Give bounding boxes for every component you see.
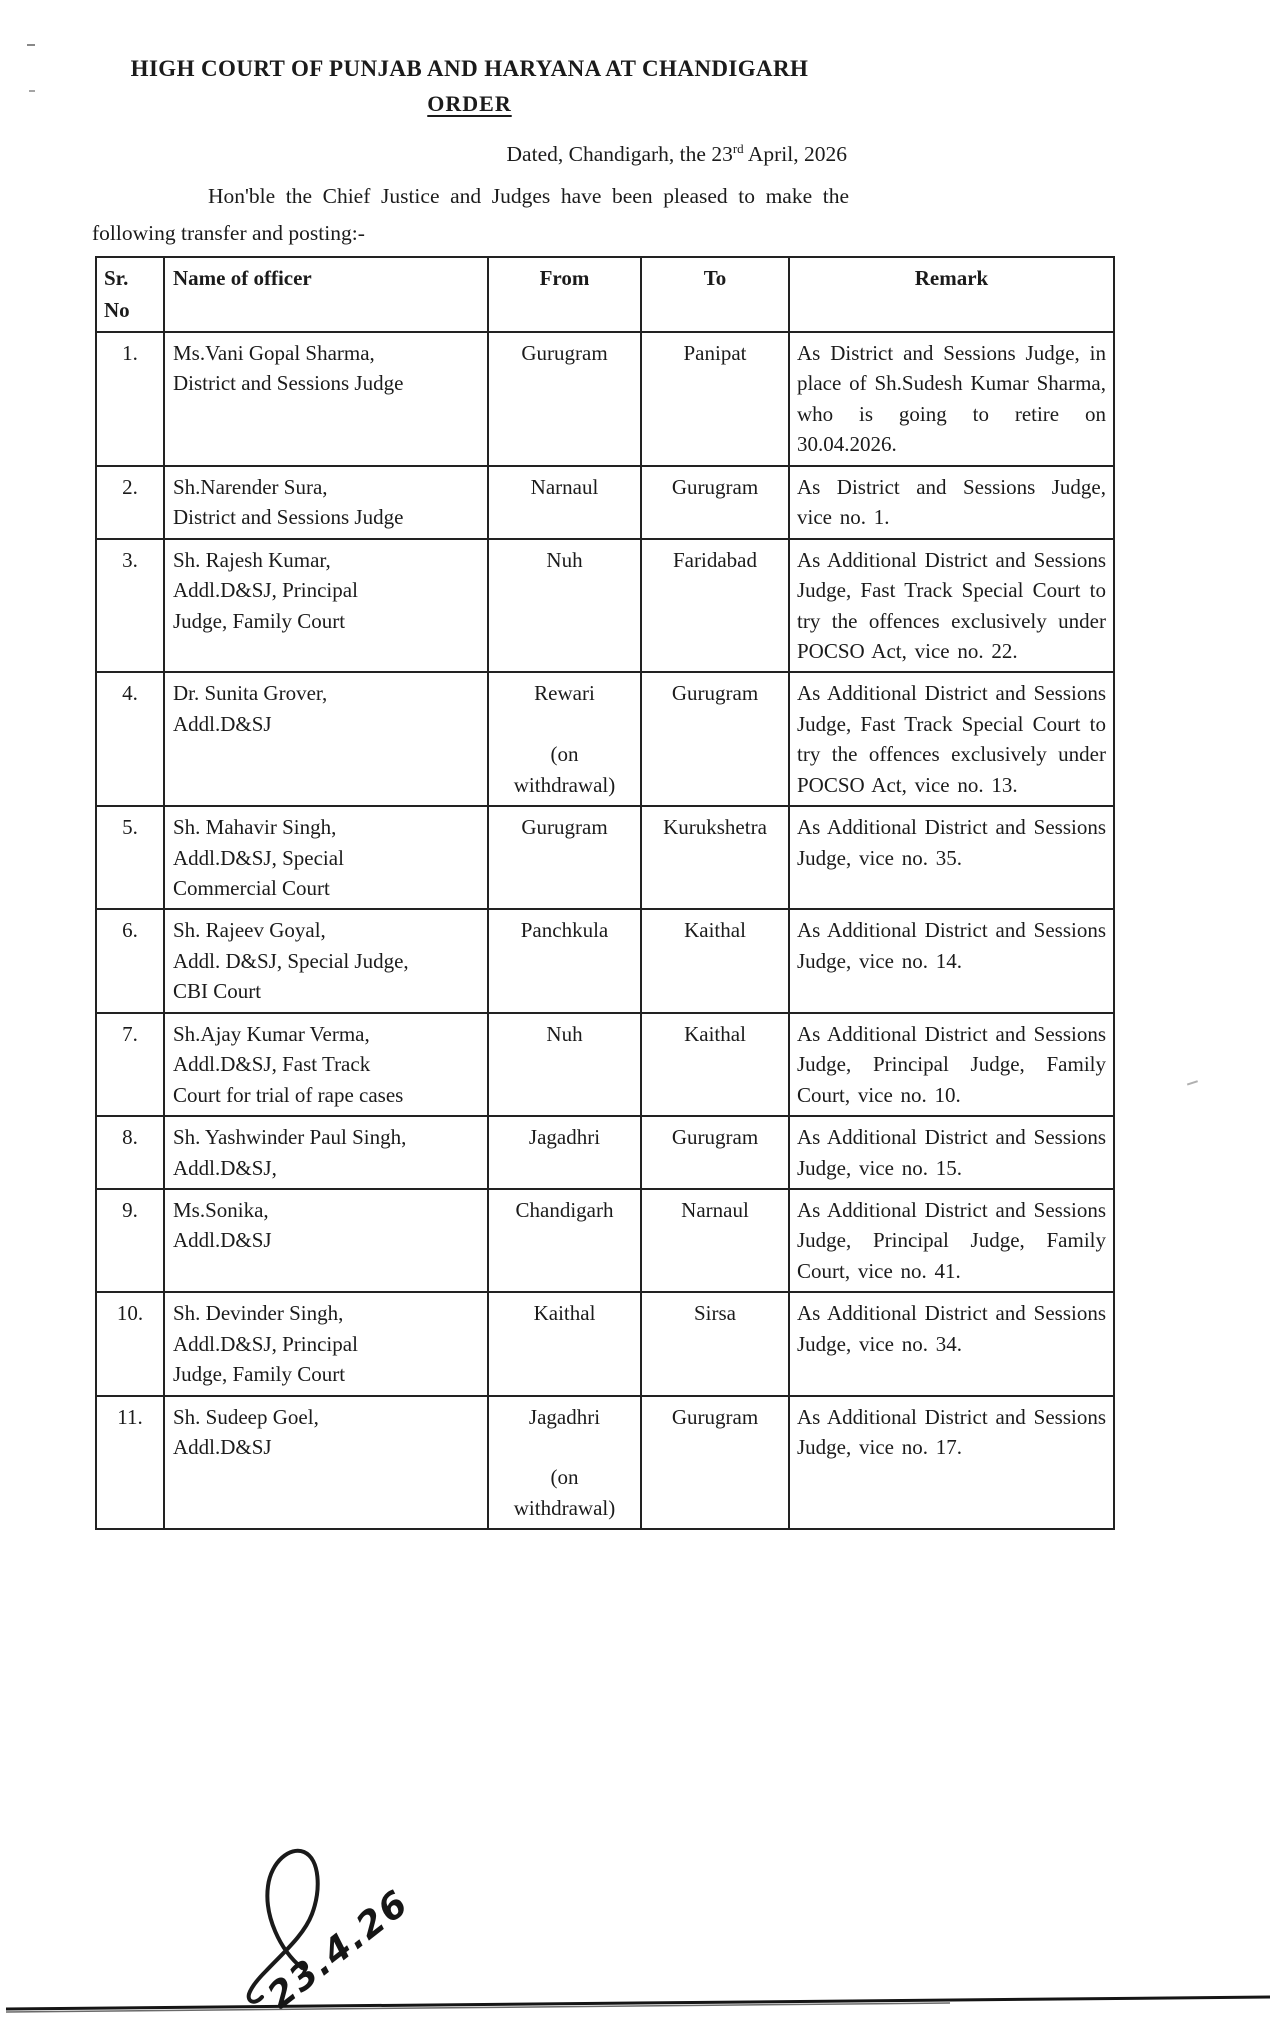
sr-no-cell: 6.	[96, 909, 164, 1012]
header-to: To	[641, 257, 789, 332]
remark-cell: As Additional District and Sessions Judge, Fast Track Special Court to try the offences exclusively under POCSO Act, vice no. 22.	[789, 539, 1114, 673]
from-line: Gurugram	[521, 341, 608, 365]
officer-name-line: Addl.D&SJ, Principal	[173, 1331, 358, 1356]
table-row	[96, 1292, 1114, 1395]
sr-no-cell: 10.	[96, 1292, 164, 1395]
date-line	[92, 141, 847, 167]
table-header-row	[96, 257, 1114, 332]
officer-name-line: Sh.Narender Sura,	[173, 474, 328, 499]
date-suffix: April, 2026	[743, 142, 847, 167]
sr-no-cell: 1.	[96, 332, 164, 466]
to-cell: Panipat	[641, 332, 789, 466]
officer-name-cell	[164, 806, 488, 909]
officer-name-line: CBI Court	[173, 979, 262, 1004]
officer-name-line: Sh. Devinder Singh,	[173, 1301, 344, 1326]
intro-paragraph	[92, 178, 849, 252]
to-cell: Gurugram	[641, 1396, 789, 1530]
officer-name-line: Ms.Vani Gopal Sharma,	[173, 341, 375, 365]
officer-name-cell	[164, 672, 488, 806]
document-title: HIGH COURT OF PUNJAB AND HARYANA AT CHANDIGARH	[130, 56, 809, 81]
date-ordinal: rd	[732, 141, 744, 156]
sr-no-cell: 3.	[96, 539, 164, 673]
from-cell	[488, 1292, 641, 1395]
from-line	[497, 709, 632, 739]
scan-artifact-line	[0, 1985, 1275, 2023]
officer-name-line: Addl.D&SJ,	[173, 1155, 277, 1180]
sr-no-cell: 11.	[96, 1396, 164, 1530]
from-line: Kaithal	[533, 1301, 596, 1326]
officer-name-line: Sh.Ajay Kumar Verma,	[173, 1021, 370, 1046]
date-prefix: Dated, Chandigarh, the 23	[506, 142, 733, 167]
from-cell	[488, 806, 641, 909]
from-cell	[488, 909, 641, 1012]
sr-no-cell: 7.	[96, 1013, 164, 1116]
header-name-of-officer: Name of officer	[164, 257, 488, 332]
table-row	[96, 909, 1114, 1012]
officer-name-line: Sh. Rajesh Kumar,	[173, 547, 331, 572]
order-heading	[92, 91, 847, 117]
officer-name-line: District and Sessions Judge	[173, 505, 404, 530]
from-cell	[488, 466, 641, 539]
officer-name-line: Addl.D&SJ	[173, 711, 272, 736]
sr-no-cell: 4.	[96, 672, 164, 806]
from-line: Jagadhri	[528, 1404, 601, 1429]
from-cell	[488, 1116, 641, 1189]
officer-name-line: Judge, Family Court	[173, 608, 346, 633]
from-line: Nuh	[546, 547, 583, 572]
to-cell: Gurugram	[641, 466, 789, 539]
from-line: Nuh	[546, 1021, 583, 1046]
remark-cell: As Additional District and Sessions Judge, vice no. 35.	[789, 806, 1114, 909]
officer-name-line: Judge, Family Court	[173, 1362, 346, 1387]
header-remark: Remark	[789, 257, 1114, 332]
from-cell	[488, 1013, 641, 1116]
to-cell: Kaithal	[641, 909, 789, 1012]
officer-name-cell	[164, 1396, 488, 1530]
remark-cell: As Additional District and Sessions Judge, Principal Judge, Family Court, vice no. 10.	[789, 1013, 1114, 1116]
officer-name-line: Sh. Mahavir Singh,	[173, 815, 337, 840]
to-cell: Gurugram	[641, 1116, 789, 1189]
table-row	[96, 539, 1114, 673]
from-cell	[488, 539, 641, 673]
officer-name-line: Sh. Yashwinder Paul Singh,	[173, 1125, 407, 1150]
officer-name-line: Addl.D&SJ	[173, 1228, 272, 1253]
from-cell	[488, 1396, 641, 1530]
table-row	[96, 332, 1114, 466]
officer-name-line: Addl.D&SJ, Fast Track	[173, 1052, 371, 1077]
officer-name-cell	[164, 1292, 488, 1395]
table-row	[96, 1189, 1114, 1292]
remark-cell: As Additional District and Sessions Judge, Principal Judge, Family Court, vice no. 41.	[789, 1189, 1114, 1292]
officer-name-line: Commercial Court	[173, 876, 330, 900]
from-line: Jagadhri	[528, 1125, 601, 1150]
to-cell: Narnaul	[641, 1189, 789, 1292]
intro-line-2: following transfer and posting:-	[92, 220, 365, 245]
officer-name-line: Ms.Sonika,	[173, 1197, 269, 1222]
table-row	[96, 1013, 1114, 1116]
scan-speck	[27, 44, 35, 46]
to-cell: Sirsa	[641, 1292, 789, 1395]
remark-cell: As Additional District and Sessions Judge, vice no. 15.	[789, 1116, 1114, 1189]
table-row	[96, 466, 1114, 539]
from-line: Panchkula	[520, 918, 609, 943]
officer-name-cell	[164, 466, 488, 539]
officer-name-cell	[164, 1116, 488, 1189]
from-line: Chandigarh	[515, 1197, 614, 1222]
officer-name-line: District and Sessions Judge	[173, 371, 404, 396]
from-cell	[488, 672, 641, 806]
table-row	[96, 672, 1114, 806]
remark-cell: As Additional District and Sessions Judge, Fast Track Special Court to try the offences exclusively under POCSO Act, vice no. 13.	[789, 672, 1114, 806]
officer-name-cell	[164, 1189, 488, 1292]
header-sr-line2: No	[104, 297, 130, 322]
officer-name-cell	[164, 1013, 488, 1116]
remark-cell: As District and Sessions Judge, vice no. 1.	[789, 466, 1114, 539]
officer-name-line: Addl.D&SJ, Special	[173, 845, 344, 870]
officer-name-line: Addl.D&SJ	[173, 1435, 272, 1459]
officer-name-line: Sh. Sudeep Goel,	[173, 1404, 319, 1429]
from-line	[497, 1432, 632, 1462]
from-line: withdrawal)	[513, 772, 616, 797]
signature-date: 23.4.26	[260, 1882, 417, 2018]
officer-name-line: Dr. Sunita Grover,	[173, 681, 328, 706]
intro-line-1: Hon'ble the Chief Justice and Judges have been pleased to make the	[208, 184, 849, 208]
from-line: (on	[550, 742, 579, 767]
order-heading-text: ORDER	[427, 91, 512, 116]
remark-cell: As Additional District and Sessions Judge, vice no. 17.	[789, 1396, 1114, 1530]
sr-no-cell: 8.	[96, 1116, 164, 1189]
scan-speck	[29, 90, 35, 92]
scan-speck	[1185, 1074, 1198, 1085]
table-row	[96, 1116, 1114, 1189]
officer-name-cell	[164, 909, 488, 1012]
header-sr-no	[96, 257, 164, 332]
transfer-posting-table	[95, 256, 1115, 1530]
to-cell: Faridabad	[641, 539, 789, 673]
remark-cell: As Additional District and Sessions Judge, vice no. 34.	[789, 1292, 1114, 1395]
officer-name-cell	[164, 332, 488, 466]
to-cell: Kurukshetra	[641, 806, 789, 909]
officer-name-line: Court for trial of rape cases	[173, 1082, 404, 1107]
from-cell	[488, 332, 641, 466]
table-row	[96, 1396, 1114, 1530]
from-line: Narnaul	[530, 474, 599, 499]
header-sr-line1: Sr.	[104, 266, 129, 290]
sr-no-cell: 5.	[96, 806, 164, 909]
from-line: withdrawal)	[513, 1495, 616, 1520]
header-from: From	[488, 257, 641, 332]
to-cell: Gurugram	[641, 672, 789, 806]
from-line: Gurugram	[521, 815, 608, 840]
to-cell: Kaithal	[641, 1013, 789, 1116]
officer-name-line: Sh. Rajeev Goyal,	[173, 918, 326, 943]
officer-name-line: Addl. D&SJ, Special Judge,	[173, 948, 409, 973]
remark-cell: As District and Sessions Judge, in place of Sh.Sudesh Kumar Sharma, who is going to retire on 30.04.2026.	[789, 332, 1114, 466]
officer-name-cell	[164, 539, 488, 673]
officer-name-line: Addl.D&SJ, Principal	[173, 578, 358, 603]
table-row	[96, 806, 1114, 909]
remark-cell: As Additional District and Sessions Judge, vice no. 14.	[789, 909, 1114, 1012]
from-line: (on	[550, 1465, 579, 1490]
sr-no-cell: 2.	[96, 466, 164, 539]
sr-no-cell: 9.	[96, 1189, 164, 1292]
from-line: Rewari	[534, 681, 595, 706]
from-cell	[488, 1189, 641, 1292]
